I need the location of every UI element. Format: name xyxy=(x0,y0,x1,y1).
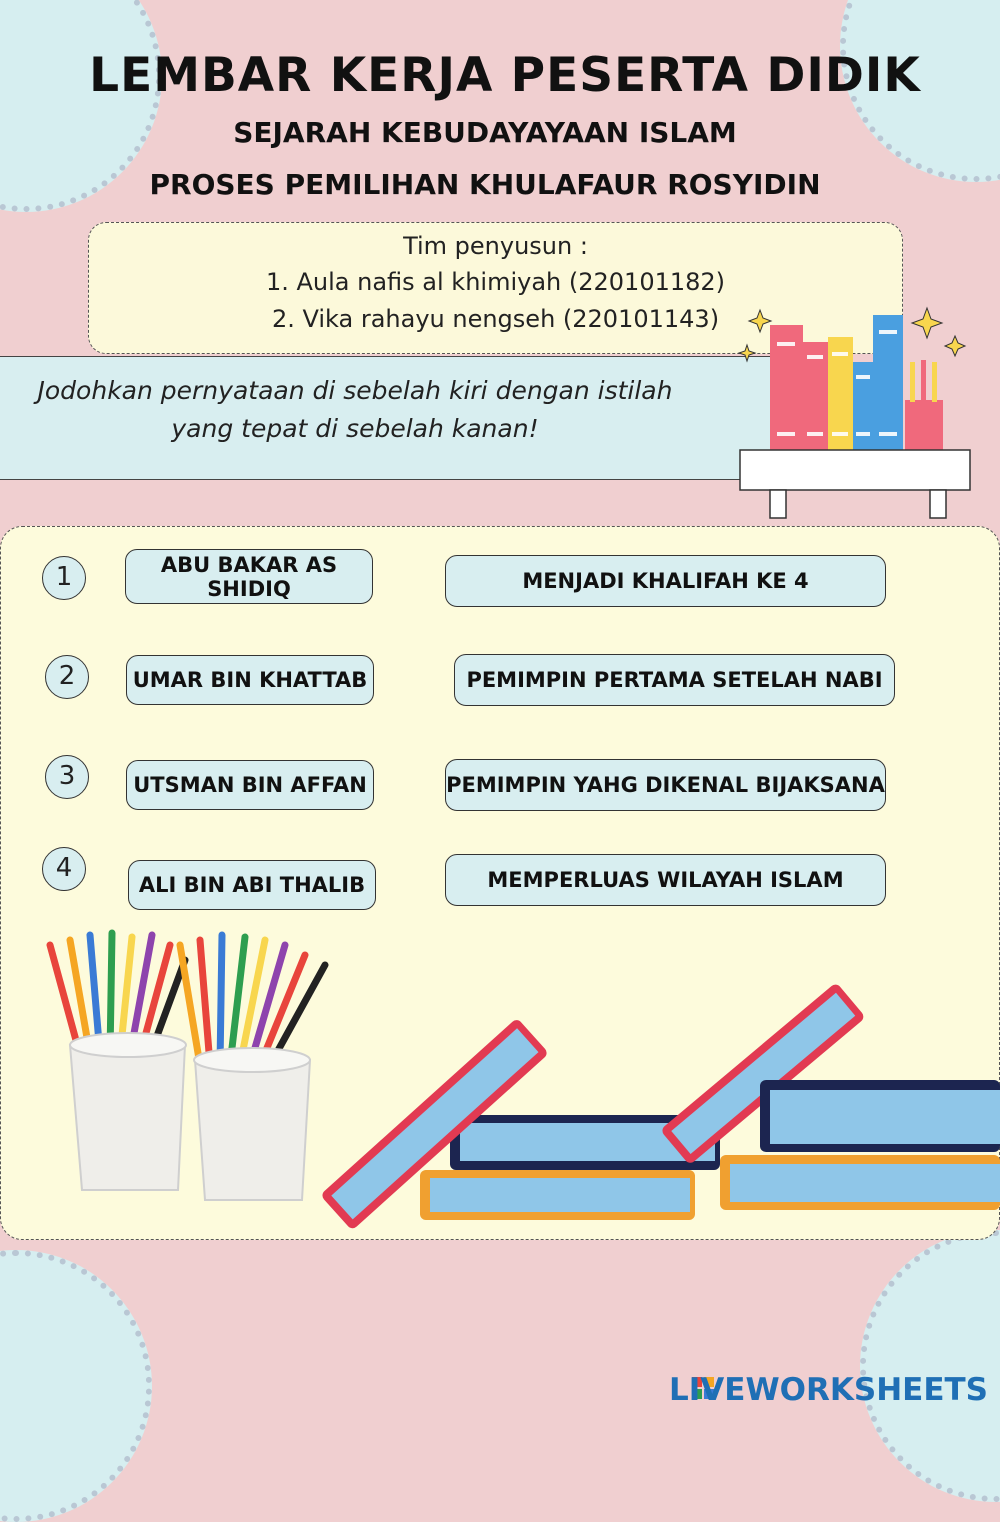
number-badge-3: 3 xyxy=(45,755,89,799)
corner-decoration-bottom-right xyxy=(860,1230,1000,1502)
right-item-3[interactable]: PEMIMPIN YAHG DIKENAL BIJAKSANA xyxy=(445,759,886,811)
instruction-line-1: Jodohkan pernyataan di sebelah kiri dengan istilah xyxy=(37,376,673,405)
number-badge-4: 4 xyxy=(42,847,86,891)
team-heading: Tim penyusun : xyxy=(403,232,588,260)
subject-title: SEJARAH KEBUDAYAYAAN ISLAM xyxy=(233,116,737,149)
team-member-1: 1. Aula nafis al khimiyah (220101182) xyxy=(265,268,726,296)
left-item-3[interactable]: UTSMAN BIN AFFAN xyxy=(126,760,374,810)
right-item-4[interactable]: MEMPERLUAS WILAYAH ISLAM xyxy=(445,854,886,906)
topic-title: PROSES PEMILIHAN KHULAFAUR ROSYIDIN xyxy=(149,168,821,201)
left-item-2[interactable]: UMAR BIN KHATTAB xyxy=(126,655,374,705)
number-badge-2: 2 xyxy=(45,655,89,699)
right-item-2[interactable]: PEMIMPIN PERTAMA SETELAH NABI xyxy=(454,654,895,706)
right-item-1[interactable]: MENJADI KHALIFAH KE 4 xyxy=(445,555,886,607)
instruction-line-2: yang tepat di sebelah kanan! xyxy=(171,414,539,443)
team-member-2: 2. Vika rahayu nengseh (220101143) xyxy=(271,305,720,333)
books-illustration xyxy=(320,980,1000,1230)
corner-decoration-bottom-left xyxy=(0,1250,152,1522)
instruction-text xyxy=(0,372,710,448)
pencil-cups-illustration xyxy=(40,925,340,1205)
liveworksheets-logo-text: LIVEWORKSHEETS xyxy=(669,1372,988,1408)
left-item-4[interactable]: ALI BIN ABI THALIB xyxy=(128,860,376,910)
page-title: LEMBAR KERJA PESERTA DIDIK xyxy=(89,48,921,103)
number-badge-1: 1 xyxy=(42,556,86,600)
bookshelf-illustration xyxy=(735,300,985,525)
left-item-1[interactable]: ABU BAKAR AS SHIDIQ xyxy=(125,549,373,604)
